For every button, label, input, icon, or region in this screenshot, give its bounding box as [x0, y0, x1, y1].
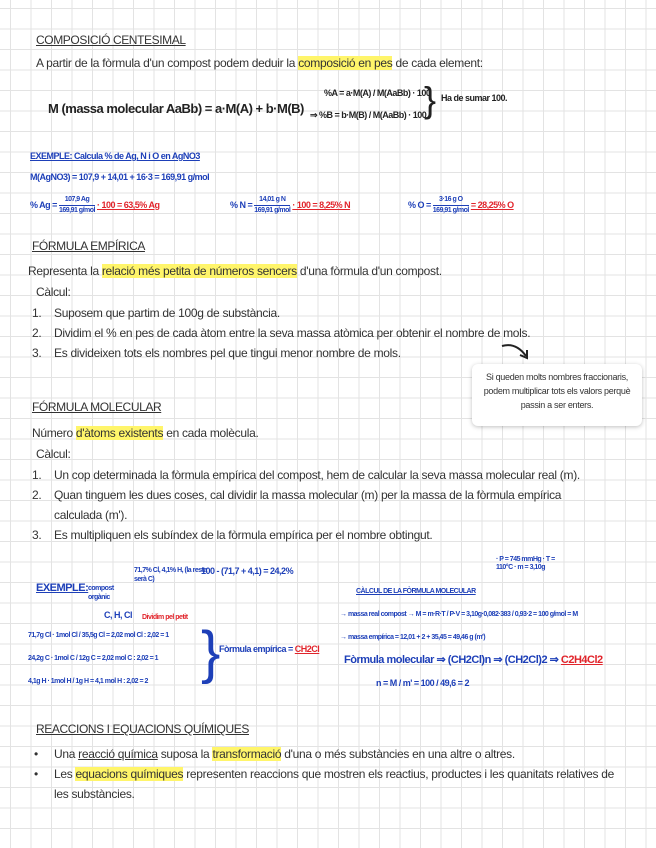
reaccio-quimica-term: reacció química [78, 747, 158, 761]
conditions-list: · P = 745 mmHg · T = 110°C · m = 3,10g [496, 556, 555, 571]
h-moles-row: 4,1g H · 1mol H / 1g H = 4,1 mol H : 2,02 = 2 [28, 678, 148, 685]
intro-text: Representa la [28, 264, 102, 278]
intro-text: A partir de la fòrmula d'un compost podem deduir la [36, 56, 299, 70]
reaccions-list [34, 744, 634, 804]
bullet-text: d'una o més substàncies en una altre o altres. [281, 747, 515, 761]
n-denominator: 169,91 g/mol [254, 207, 291, 214]
intro-text-end: en cada molècula. [163, 426, 259, 440]
empirica-result-label: Fòrmula empírica = [219, 644, 293, 654]
highlight-atoms: d'àtoms existents [75, 426, 164, 440]
intro-text-end: d'una fòrmula d'un compost. [296, 264, 442, 278]
list-item: 2. Quan tinguem les dues coses, cal dividir la massa molecular (m) per la massa de la fòrmula empírica calculada (m'). [32, 488, 562, 522]
bullet-text: Una [54, 747, 79, 761]
molecular-calc-title: CÀLCUL DE LA FÒRMULA MOLECULAR [356, 588, 476, 595]
real-mass-row: → massa real compost → M = m·R·T / P·V = 3,10g·0,082·383 / 0,93·2 = 100 g/mol = M [340, 611, 578, 618]
highlight-transformacio: transformació [212, 747, 282, 761]
formula-massa-molecular: M (massa molecular AaBb) = a·M(A) + b·M(B) [48, 101, 304, 116]
empirical-mass-row: → massa empírica = 12,01 + 2 + 35,45 = 49,46 g (m') [340, 634, 486, 641]
percent-ag-row [30, 195, 159, 216]
list-item: • Una reacció química suposa la transformació d'una o més substàncies en una altre o altres. [34, 747, 515, 761]
list-item: 2. Dividim el % en pes de cada àtom entre la seva massa atòmica per obtenir el nombre de mols. [32, 326, 531, 340]
percent-ag-result: · 100 = 63,5% Ag [97, 199, 160, 210]
percent-o-label: % O = [408, 199, 431, 210]
empirica-calc-label: Càlcul: [36, 285, 71, 299]
percent-ag-label: % Ag = [30, 199, 57, 210]
percent-o-result: = 28,25% O [470, 199, 514, 210]
example-title: EXEMPLE: Calcula % de Ag, N i O en AgNO3 [30, 151, 200, 161]
c-moles-row: 24,2g C · 1mol C / 12g C = 2,02 mol C : 2,02 = 1 [28, 655, 159, 662]
molecular-result-value: C2H4Cl2 [560, 654, 603, 666]
bullet-text: Les [54, 767, 76, 781]
highlight-relacio: relació més petita de números sencers [101, 264, 297, 278]
section-title-reaccions: REACCIONS I EQUACIONS QUÍMIQUES [36, 722, 249, 736]
step-text: Es divideixen tots els nombres pel que tingui menor nombre de mols. [54, 346, 401, 360]
compost-label: compost orgànic [88, 585, 114, 601]
molecular-calc-label: Càlcul: [36, 447, 71, 461]
highlight-equacions: equacions químiques [75, 767, 184, 781]
molecular-steps [32, 465, 614, 545]
percent-n-row [230, 195, 350, 216]
step-text: Quan tinguem les dues coses, cal dividir la massa molecular (m) per la massa de la fòrmula empírica calculada (m'). [54, 488, 562, 522]
ag-denominator: 169,91 g/mol [58, 207, 95, 214]
example-molar-mass: M(AgNO3) = 107,9 + 14,01 + 16·3 = 169,91 g/mol [30, 172, 210, 182]
highlight-composicio: composició en pes [298, 56, 393, 70]
list-item: 3. Es divideixen tots els nombres pel que tingui menor nombre de mols. [32, 346, 401, 360]
arrow-icon [500, 340, 534, 364]
brace-note: Ha de sumar 100. [441, 93, 508, 103]
section-title-centesimal: COMPOSICIÓ CENTESIMAL [36, 33, 186, 47]
composition-values: 71,7% Cl, 4,1% H, (la resta serà C) [134, 567, 207, 583]
section-title-molecular: FÓRMULA MOLECULAR [32, 400, 162, 414]
list-item: 1. Suposem que partim de 100g de substància. [32, 306, 280, 320]
o-denominator: 169,91 g/mol [432, 207, 469, 214]
bullet-text: les substàncies. [54, 787, 135, 801]
brace: } [424, 79, 437, 120]
empirica-steps [32, 303, 531, 363]
list-item: 1. Un cop determinada la fòrmula empírica del compost, hem de calcular la seva massa molecular real (m). [32, 468, 580, 482]
remaining-carbon-calc: 100 - (71,7 + 4,1) = 24,2% [201, 566, 294, 576]
bullet-text: representen reaccions que mostren els reactius, productes i les quanitats relatives de [183, 767, 615, 781]
percent-n-label: % N = [230, 199, 253, 210]
molecular-result-row [344, 653, 603, 666]
percent-o-row [408, 195, 514, 216]
molecular-intro [32, 426, 259, 440]
compound-elements: C, H, Cl [104, 610, 133, 620]
molecular-result-label: Fòrmula molecular ⇒ (CH2Cl)n ⇒ (CH2Cl)2 ⇒ [344, 654, 559, 666]
empirica-result-row [219, 644, 319, 654]
step-text: Suposem que partim de 100g de substància. [54, 306, 280, 320]
bullet-text: suposa la [157, 747, 213, 761]
centesimal-intro [36, 56, 483, 70]
list-item-continuation [54, 784, 634, 804]
step-text: Es multipliquen els subíndex de la fòrmula empírica per el nombre obtingut. [54, 528, 433, 542]
step-text: Dividim el % en pes de cada àtom entre la seva massa atòmica per obtenir el nombre de mols. [54, 326, 531, 340]
empirica-intro [28, 264, 442, 278]
formula-percent-a: %A = a·M(A) / M(AaBb) · 100 [324, 88, 431, 98]
empirica-result-value: CH2Cl [294, 644, 320, 654]
divide-note: Dividim pel petit [142, 614, 188, 621]
brace: } [201, 620, 221, 685]
note-text: Si queden molts nombres fraccionaris, podem multiplicar tots els valors perquè passin a ser enters. [483, 372, 631, 410]
percent-n-result: · 100 = 8,25% N [292, 199, 351, 210]
section-title-empirica: FÓRMULA EMPÍRICA [32, 239, 145, 253]
cl-moles-row: 71,7g Cl · 1mol Cl / 35,5g Cl = 2,02 mol Cl : 2,02 = 1 [28, 632, 169, 639]
note-card [472, 364, 642, 426]
o-numerator: 3·16 g O [433, 195, 469, 206]
ag-numerator: 107,9 Ag [59, 195, 95, 206]
list-item: • Les equacions químiques representen reaccions que mostren els reactius, productes i les quanitats relatives de [34, 767, 615, 781]
step-text: Un cop determinada la fòrmula empírica del compost, hem de calcular la seva massa molecular real (m). [54, 468, 580, 482]
list-item: 3. Es multipliquen els subíndex de la fòrmula empírica per el nombre obtingut. [32, 528, 433, 542]
intro-text-end: de cada element: [392, 56, 483, 70]
n-calculation: n = M / m' = 100 / 49,6 = 2 [376, 678, 469, 688]
formula-percent-b: ⇒ %B = b·M(B) / M(AaBb) · 100 [310, 110, 427, 120]
intro-text: Número [32, 426, 76, 440]
n-numerator: 14,01 g N [254, 195, 290, 206]
molecular-example-label: EXEMPLE: [36, 582, 89, 594]
